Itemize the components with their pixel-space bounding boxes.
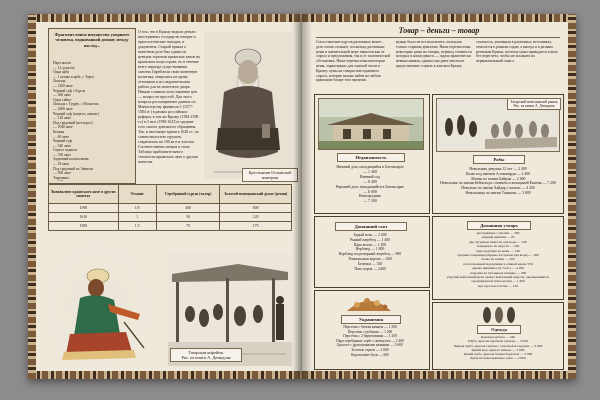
household-title: Домашняя утварь: [467, 221, 531, 230]
household-panel: [432, 216, 564, 300]
table-cell: 175: [220, 222, 292, 231]
table-cell: 1.5: [118, 222, 156, 231]
livestock-panel: [314, 216, 430, 288]
intro-column-3: стоимость, указанная в различных источниках, относится к разным годам, а иногда и к разным регионам Крыма, поэтому цены приводятся в акче без пересчета, чтобы не искажать их первоначальный смысл.: [476, 40, 558, 64]
table-cell: 400: [156, 204, 220, 213]
market-caption: Татарская кофейня. Рис. из книги А. Демидова: [170, 348, 242, 362]
realty-title: Недвижимость: [337, 153, 405, 162]
realty-prices: Нижний дом, находящийся в Бахчисарае — 1 400 Винный сад — 8 400 Верхний дом, находящийся в Бахчисарае — 6 000 Виноградник — 7 200: [335, 165, 404, 204]
slave-market-caption: Татарский невольничий рынок Рис. из книги А. Демидова: [507, 98, 561, 110]
slaves-panel: [432, 94, 564, 214]
currency-table: [48, 184, 292, 231]
sidebar-items: Пара волов — 12 дукатов Одна арба — 1 кошка в арбе, с Тарга Лошадь — 1200 акче Черный суф с Бурсы — 360 акче Одна сайка- Лошадь с Гурдю, с Молнешь — 1600 акче Черный суф (шерсть, кевлит) — 120 акче Под градовый (несторос) — 1040 акче Колкан — 60 акче Черный суф — 540 акче Серьга подвеса — 350 акче Здоровый колокольчик — 18 акче Под градовый из Эмвезза — 500 акче Таразанка: [53, 61, 99, 180]
table-cell: 1/0: [118, 204, 156, 213]
clothing-prices: Кожаная рубаха — 240 Шуба, крытая красным сукном — 3 640 Черная шуба, крытая сукном с отделкой из кружев — 3 000 Куний мех, крытая тканью — 3 600 Куний шуба, крытая белым бархатом — 3 000 Куша из невольничьего юма — 2 000: [453, 335, 543, 361]
ornamental-border-left: [28, 14, 36, 379]
clothing-title: Одежда: [477, 325, 521, 334]
ornamental-border-top: [28, 14, 302, 22]
slaves-title: Рабы: [473, 155, 525, 164]
table-cell: 50: [156, 213, 220, 222]
table-row: [49, 213, 292, 222]
open-magazine: [28, 14, 576, 379]
livestock-prices: Бурый волк — 2 400 Рыжий жеребец — 1 400 Пара волов — 1 200 Верблюд — 1 800 Верблюд подтоварный жеребец — 900 Темнорыжая корова — 600 Беличья — 350 Пять коров — 2400: [338, 233, 402, 271]
currency-table-header: Эквивалент крымского акче в других монетах: [49, 185, 119, 204]
intro-column-2: нужно было не все выплатить, пользуясь только старыми деньгами. Ниже перечислены некоторые цены на товары, перевод стоимости которых в наши деньги — задача практически невыполнимая, однако они дают неплохое представление о ценах в ханском Крыму.: [396, 40, 472, 68]
ornamental-border-bottom: [28, 371, 302, 379]
livestock-title: Домашний скот: [335, 222, 407, 231]
elder-portrait-caption: Крестьянин Османской империи: [242, 168, 298, 182]
currency-table-header: Серебряный гуруш (талер): [156, 185, 220, 204]
body-text: О том, что в Крыму водили деньги иностранных государств говорят и археологические находки, и документы. Старый приказ о монетном деле был одним из центров торговли крымских ханов на крымском полуострове, но в течение всего периода существования ханства Гирей вели свою монетную политику, опирались на права оттоманов и исследовательская работа для их монетного двора. Иными словами сопоставление цен — вопрос не простой. Для этого вопроса рассматривают данные по Министерству финансов 1 (1577-1584 гг.) в рамках российских реформ; в том же Крыму (1584-1598 гг.) в 3 ак в (1598-1623) в средине того самого денежного обращения. Так, в настоящее время в 1620 гг., по совместимостью гурушев, сократилась на 100 ак в и золотая. Соответственно меняла и свою Таблица приблизительного стоимости крымского акче к другим монетам.: [138, 30, 200, 164]
clothing-panel: [432, 302, 564, 370]
table-row: [49, 222, 292, 231]
table-cell: 600: [220, 204, 292, 213]
clothing-image: [453, 306, 543, 324]
jewelry-image: [343, 293, 395, 313]
right-page: [302, 14, 576, 379]
jewelry-title: Украшения: [341, 315, 401, 324]
seated-man-illustration: [44, 242, 152, 370]
household-prices: два кувшина с ушами — 300 медный кувшин — 20 две чугунные ёмкости для воды — 160 покрывало из шерсти — 240 пара подушек из кожи — 140 средние товарищи (медные кастрюли для воды) — 360 печка из глины — 200 позолоченный подсвечник в длиной кроне 550 дерево вишнёвое (5,74 кг) — 4 200 подушка из пуховиков ягнёнка — 200 упругий войлочный (или одеяло войлочный шерсти, окрашенный по традиционной технологии) — 1 600 вне простые платки — 120: [446, 231, 550, 288]
house-image: [318, 98, 424, 150]
table-cell: 120: [220, 213, 292, 222]
table-cell: 1: [118, 213, 156, 222]
jewelry-prices: Перстень с белым камнем — 1 200 Перстень с рубином — 1 200 Перстень с 2 бирюзовыми — 1 200 Пара серебряных серёг с жемчугом — 2 400 Браслет с драгоценными камнями — 3 600 Золотые серьги — 2 000 Коралловые бусы — 600: [336, 325, 404, 357]
inventory-sidebar: [48, 28, 136, 184]
currency-table-header: Золотой венецианский дукат (цехин): [220, 185, 292, 204]
table-cell: 1598: [49, 204, 119, 213]
currency-table-header: Османе: [118, 185, 156, 204]
table-cell: 1598: [49, 222, 119, 231]
jewelry-panel: [314, 290, 430, 370]
elder-portrait-image: [204, 32, 292, 178]
table-cell: 75: [156, 222, 220, 231]
left-page: [28, 14, 302, 379]
realty-panel: [314, 94, 430, 214]
slaves-prices: Невольник девушка 12 лет — 2 400 Казак под именем Аллаквирди — 2 400 Абазин по имени Байрам — 2 600 Невольник по имени Бейпольда с именем и женщиной Ёкитин — 7 200 Невольно по имени Хайдар с женою — 4 200 Невольница по имени Таньшин — 3 600: [440, 167, 556, 195]
ornamental-border-bottom: [302, 371, 576, 379]
book-spine-shadow: [292, 14, 312, 379]
ornamental-border-right: [568, 14, 576, 379]
table-row: [49, 204, 292, 213]
title-rule: [316, 37, 560, 38]
table-cell: 1610: [49, 213, 119, 222]
ornamental-border-top: [302, 14, 576, 22]
page-title: Товар – деньги – товар: [398, 26, 480, 35]
intro-column-1: Сопоставление курсов различных монет – дело очень сложное, поскольку различные цены в значительной мере зависели как от спроса и предложения, так и от политической обстановки. Ниже перечислены некоторые цены, характерные для ханской эпохи в Крыму: цены на товары повседневного спроса, которые можно найти на любом крымском базаре того времени.: [316, 40, 391, 83]
sidebar-title: Фрагмент описи имущества умершего человека, подкованной доману между наслед...: [54, 32, 130, 48]
